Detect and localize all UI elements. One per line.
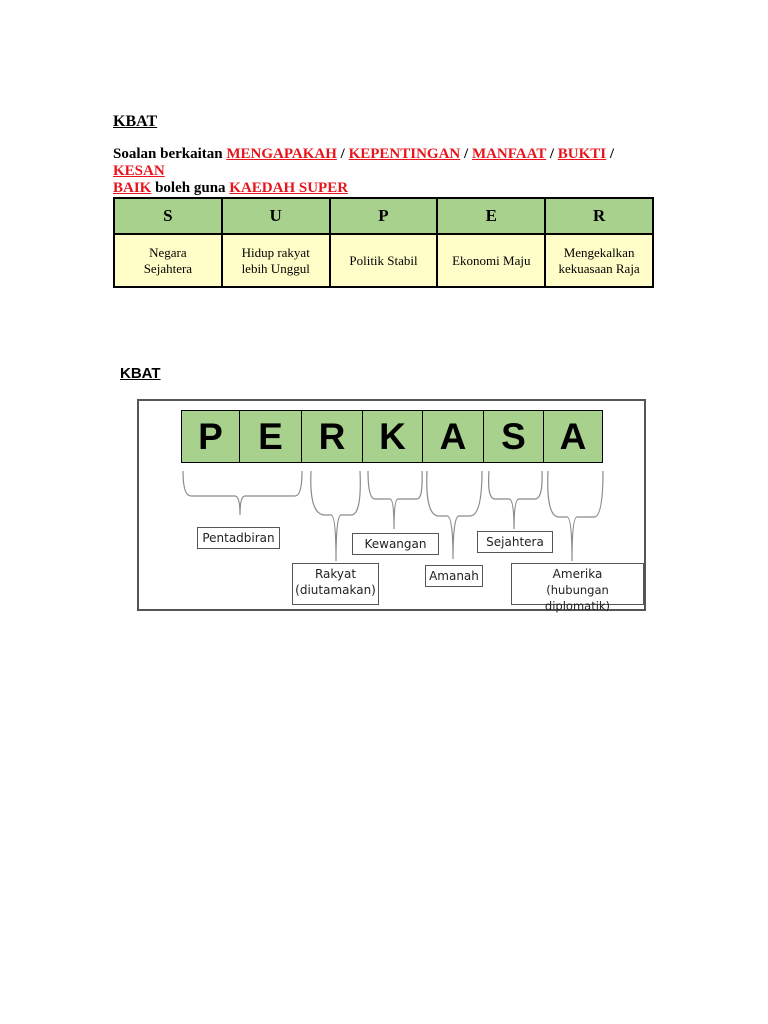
label-kewangan: Kewangan	[352, 533, 439, 555]
label-amanah: Amanah	[425, 565, 483, 587]
brace-amerika	[548, 471, 603, 561]
separator: /	[460, 146, 472, 162]
cell-line: Mengekalkan	[563, 244, 635, 260]
super-header-cell: R	[545, 198, 653, 234]
super-value-cell	[114, 234, 222, 287]
intro-mid: boleh guna	[151, 180, 230, 196]
label-rakyat	[292, 563, 379, 605]
super-header-cell: S	[114, 198, 222, 234]
super-header-cell: U	[222, 198, 330, 234]
kbat-heading-2: KBAT	[120, 365, 161, 382]
separator: /	[606, 146, 615, 162]
letter-box-p: P	[181, 410, 240, 463]
super-value-cell	[545, 234, 653, 287]
letter-box-r: R	[301, 410, 363, 463]
letter-box-k: K	[362, 410, 424, 463]
label-line: Amerika	[552, 567, 603, 581]
super-value-cell	[437, 234, 545, 287]
intro-paragraph	[113, 146, 658, 197]
label-pentadbiran: Pentadbiran	[197, 527, 280, 549]
cell-line: Negara	[149, 244, 187, 260]
keyword-manfaat: MANFAAT	[471, 146, 547, 162]
perkasa-diagram	[137, 399, 646, 611]
super-table	[113, 197, 654, 288]
separator: /	[336, 146, 349, 162]
cell-line: Politik Stabil	[349, 252, 418, 268]
cell-line: Ekonomi Maju	[452, 252, 531, 268]
keyword-kesan: KESAN	[113, 163, 165, 179]
cell-line: Hidup rakyat	[241, 244, 310, 260]
brace-kewangan	[368, 471, 422, 529]
super-value-cell	[330, 234, 438, 287]
cell-line: Sejahtera	[143, 260, 193, 276]
letter-box-a2: A	[543, 410, 603, 463]
kbat-heading-1: KBAT	[113, 113, 158, 130]
label-line: (diutamakan)	[295, 583, 376, 597]
super-value-cell	[222, 234, 330, 287]
letter-box-e: E	[239, 410, 303, 463]
brace-pentadbiran	[183, 471, 302, 515]
brace-sejahtera	[489, 471, 543, 529]
separator: /	[546, 146, 558, 162]
super-header-cell: E	[437, 198, 545, 234]
keyword-kepentingan: KEPENTINGAN	[348, 146, 461, 162]
cell-line: lebih Unggul	[241, 260, 310, 276]
keyword-mengapakah: MENGAPAKAH	[226, 146, 337, 162]
keyword-bukti: BUKTI	[557, 146, 607, 162]
letter-box-a: A	[422, 410, 484, 463]
label-line: Rakyat	[314, 567, 357, 581]
label-sejahtera: Sejahtera	[477, 531, 553, 553]
letter-box-s: S	[483, 410, 545, 463]
intro-prefix: Soalan berkaitan	[113, 146, 227, 162]
label-line: (hubungan diplomatik)	[544, 583, 611, 613]
super-value-row	[114, 234, 653, 287]
label-amerika	[511, 563, 644, 613]
keyword-baik: BAIK	[113, 180, 152, 196]
cell-line: kekuasaan Raja	[558, 260, 640, 276]
super-header-cell: P	[330, 198, 438, 234]
keyword-kaedah-super: KAEDAH SUPER	[229, 180, 349, 196]
super-header-row	[114, 198, 653, 234]
